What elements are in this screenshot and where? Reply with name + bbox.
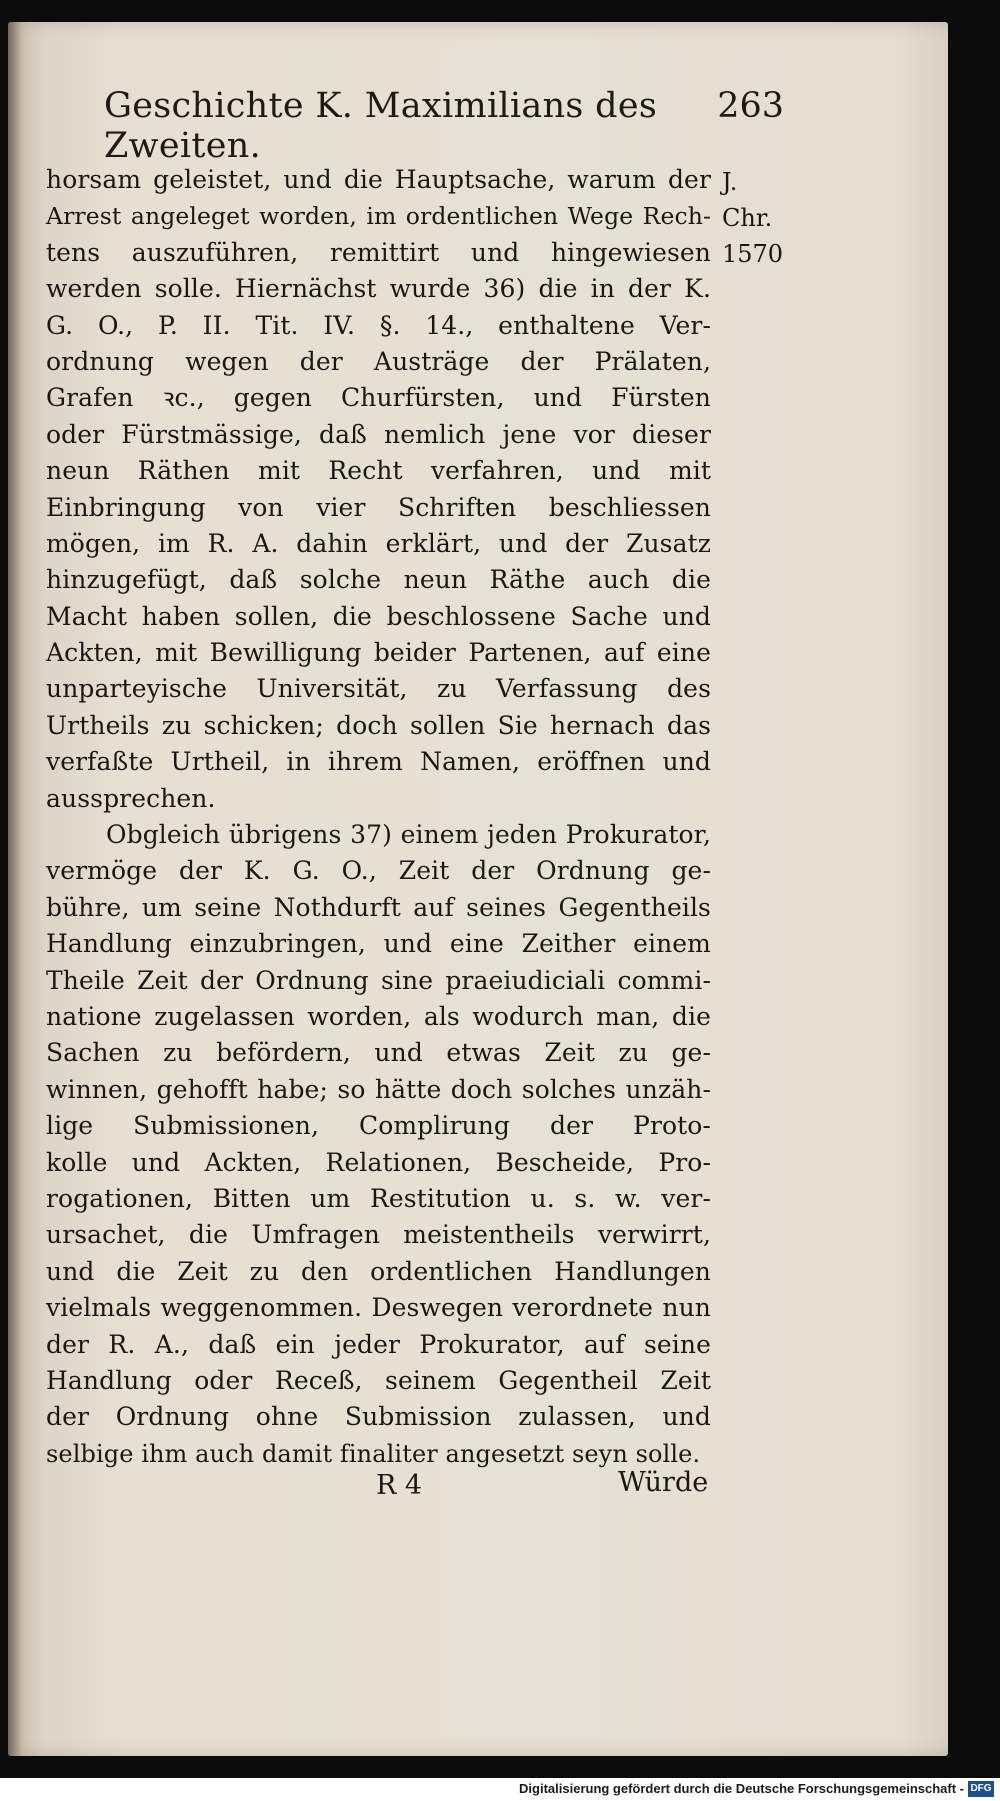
text-line: oder Fürstmässige, daß nemlich jene vor dieser	[46, 419, 711, 449]
signature-mark: R 4	[376, 1470, 423, 1501]
dfg-logo-icon: DFG	[968, 1781, 994, 1797]
text-line: der R. A., daß ein jeder Prokurator, auf seine	[46, 1329, 711, 1359]
text-line: verfaßte Urtheil, in ihrem Namen, eröffnen und	[46, 747, 711, 777]
text-line: mögen, im R. A. dahin erklärt, und der Zusatz	[46, 528, 711, 558]
text-line: hinzugefügt, daß solche neun Räthe auch die	[46, 565, 711, 595]
text-line: winnen, gehofft habe; so hätte doch solches unzäh-	[46, 1074, 711, 1104]
text-line: horsam geleistet, und die Hauptsache, warum der	[46, 165, 711, 194]
text-line: ordnung wegen der Austräge der Prälaten,	[46, 346, 711, 376]
running-title: Geschichte K. Maximilians des Zweiten.	[104, 86, 658, 166]
page-number: 263	[717, 86, 784, 126]
text-line: vielmals weggenommen. Deswegen verordnete nun	[46, 1293, 711, 1323]
margin-note-year	[722, 164, 792, 272]
margin-note-era: J. Chr.	[722, 168, 773, 232]
text-line: Urtheils zu schicken; doch sollen Sie hernach das	[46, 710, 711, 740]
catchword: Würde	[618, 1467, 709, 1498]
text-line: Grafen ꝛc., gegen Churfürsten, und Fürsten	[46, 383, 711, 413]
text-line: kolle und Ackten, Relationen, Bescheide, Pro-	[46, 1147, 711, 1177]
text-line: bühre, um seine Nothdurft auf seines Gegentheils	[46, 892, 711, 922]
text-line: Handlung einzubringen, und eine Zeither einem	[46, 929, 711, 959]
text-line: Macht haben sollen, die beschlossene Sache und	[46, 601, 711, 631]
text-line: der Ordnung ohne Submission zulassen, und	[46, 1402, 711, 1432]
text-line: Arrest angeleget worden, im ordentlichen Wege Rech-	[46, 202, 711, 231]
text-line: werden solle. Hiernächst wurde 36) die in der K.	[46, 274, 711, 304]
text-line: Handlung oder Receß, seinem Gegentheil Zeit	[46, 1365, 711, 1395]
text-line: und die Zeit zu den ordentlichen Handlungen	[46, 1256, 711, 1286]
text-line: ursachet, die Umfragen meistentheils verwirrt,	[46, 1220, 711, 1250]
text-line: tens auszuführen, remittirt und hingewiesen	[46, 237, 711, 267]
text-line: natione zugelassen worden, als wodurch man, die	[46, 1001, 711, 1031]
text-line: Sachen zu befördern, und etwas Zeit zu ge-	[46, 1038, 711, 1068]
text-line: selbige ihm auch damit finaliter angesetzt seyn solle.	[46, 1439, 701, 1468]
text-line: G. O., P. II. Tit. IV. §. 14., enthaltene Ver-	[46, 310, 711, 340]
text-line: lige Submissionen, Complirung der Proto-	[46, 1111, 711, 1141]
text-line: rogationen, Bitten um Restitution u. s. w. ver-	[46, 1183, 711, 1213]
margin-note-year-value: 1570	[722, 240, 784, 268]
text-line: Theile Zeit der Ordnung sine praeiudiciali commi-	[46, 965, 711, 995]
digitization-credit: Digitalisierung gefördert durch die Deutsche Forschungsgemeinschaft -	[519, 1781, 964, 1796]
page-gutter-shadow	[8, 22, 22, 1756]
running-head	[104, 86, 784, 166]
text-line: vermöge der K. G. O., Zeit der Ordnung ge-	[46, 856, 711, 886]
text-line: aussprechen.	[46, 783, 216, 813]
text-line: neun Räthen mit Recht verfahren, und mit	[46, 456, 711, 486]
body-text	[46, 162, 711, 1472]
text-line: Einbringung von vier Schriften beschliessen	[46, 492, 711, 522]
text-line: unparteyische Universität, zu Verfassung des	[46, 674, 711, 704]
text-line-paragraph-start: Obgleich übrigens 37) einem jeden Prokurator,	[106, 820, 711, 850]
text-line: Ackten, mit Bewilligung beider Partenen, auf eine	[46, 638, 711, 668]
